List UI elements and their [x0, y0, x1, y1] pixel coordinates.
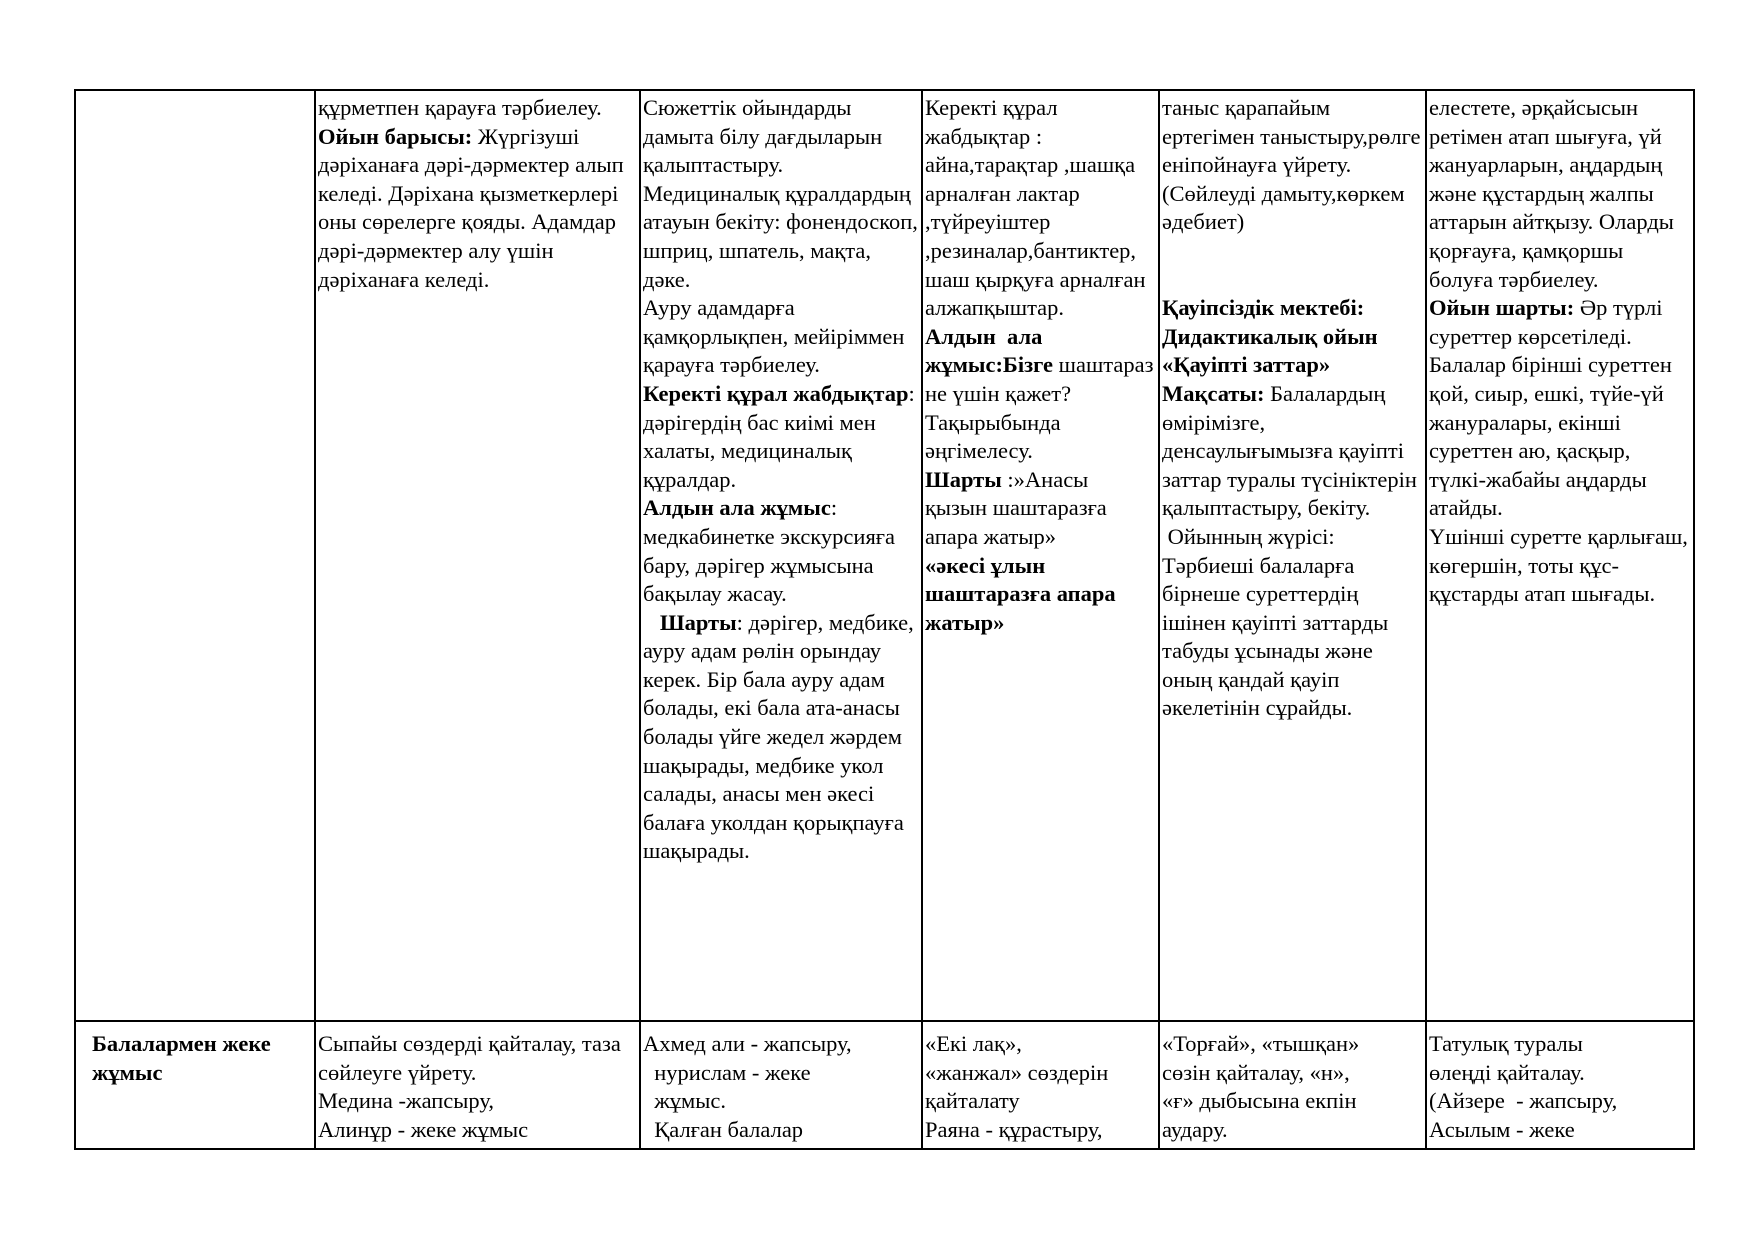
row2-col1-cell [315, 1021, 640, 1149]
row-header-individual-work [75, 1021, 315, 1149]
cell-paragraph [643, 294, 919, 380]
paragraph-text: Үшінші суретте қарлығаш, көгершін, тоты құс-құстарды атап шығады. [1429, 523, 1694, 607]
cell-paragraph [1429, 94, 1691, 294]
cell-line: Алинұр - жеке жұмыс [318, 1116, 529, 1142]
paragraph-text: : дәрігердің бас киімі мен халаты, медициналық құралдар. [643, 380, 921, 492]
paragraph-text: шаштараз не үшін қажет? Тақырыбында әңгімелесу. [925, 352, 1160, 464]
cell-line: нурислам - жеке [643, 1059, 811, 1085]
lesson-plan-table [74, 89, 1695, 1150]
cell-paragraph [1162, 294, 1423, 380]
paragraph-text: Балалардың өмірімізге, денсаулығымызға қауіпті заттар туралы түсініктерін қалыптастыру, бекіту. [1162, 380, 1423, 521]
paragraph-text: Керекті құрал жабдықтар : айна,тарақтар ,шашқа арналған лактар ,түйреуіштер ,резиналар,бантиктер, шаш қырқуға арналған алжапқыштар. [925, 95, 1152, 321]
cell-paragraph [643, 609, 919, 866]
cell-line: «Екі лақ», [925, 1031, 1022, 1056]
cell-line: Қалған балалар [643, 1116, 804, 1142]
row1-col5-cell [1426, 90, 1694, 1021]
cell-paragraph [925, 466, 1156, 552]
bold-label: Алдын ала жұмыс:Бізге [925, 323, 1054, 378]
paragraph-text: Медициналық құралдардың атауын бекіту: фонендоскоп, шприц, шпатель, мақта, дәке. [643, 180, 924, 292]
cell-line: Сыпайы сөздерді қайталау, таза сөйлеуге үйрету. [318, 1031, 627, 1085]
paragraph-text: Әр түрлі суреттер көрсетіледі. Балалар бірінші суреттен қой, сиыр, ешкі, түйе-үй жануралары, екінші суреттен аю, қасқыр, түлкі-жабайы аңдарды атайды. [1429, 295, 1678, 521]
row1-col3-cell [922, 90, 1159, 1021]
cell-line: жұмыс. [643, 1088, 727, 1114]
row2-col5-cell [1426, 1021, 1694, 1149]
cell-paragraph [318, 123, 637, 295]
bold-label: Шарты [643, 609, 737, 635]
cell-paragraph [925, 552, 1156, 638]
paragraph-text: : медкабинетке экскурсияға бару, дәрігер жұмысына бақылау жасау. [643, 495, 901, 607]
cell-paragraph [643, 494, 919, 608]
cell-line: аудару. [1162, 1116, 1228, 1142]
cell-paragraph [925, 323, 1160, 466]
bold-label: Алдын ала жұмыс [643, 495, 831, 521]
cell-paragraph [318, 94, 637, 123]
row2-col4-cell [1159, 1021, 1426, 1149]
cell-line: «ғ» дыбысына екпін [1162, 1088, 1357, 1114]
paragraph-text: Сюжеттік ойындарды дамыта білу дағдыларын қалыптастыру. [643, 95, 888, 178]
row-header-label: Балалармен жеке жұмыс [92, 1031, 271, 1085]
row2-col3-cell [922, 1021, 1159, 1149]
cell-line: «Торғай», «тышқан» [1162, 1031, 1360, 1056]
cell-line: қайталату [925, 1088, 1020, 1114]
paragraph-text: таныс қарапайым ертегімен таныстыру,рөлге енiпойнауға үйрету. (Сөйлеуді дамыту,көркем әдебиет) [1162, 95, 1427, 235]
cell-paragraph [1162, 266, 1423, 295]
cell-line: «жанжал» сөздерін [925, 1059, 1109, 1085]
cell-paragraph [925, 94, 1156, 323]
cell-line: (Айзере - жапсыру, [1429, 1088, 1618, 1114]
bold-label: Шарты [925, 466, 1002, 492]
bold-label: Қауіпсіздік мектебі: Дидактикалық ойын «Қауіпті заттар» [1162, 295, 1384, 378]
table-row [75, 90, 1694, 1021]
cell-line: Раяна - құрастыру, [925, 1116, 1103, 1142]
bold-label: Ойын шарты: [1429, 295, 1575, 321]
paragraph-text [1162, 267, 1168, 292]
bold-label: «әкесі ұлын шаштаразға апара жатыр» [925, 552, 1122, 635]
cell-paragraph [1429, 523, 1694, 609]
paragraph-text: құрметпен қарауға тәрбиелеу. [318, 95, 602, 120]
cell-paragraph [643, 380, 919, 494]
table-row [75, 1021, 1694, 1149]
row1-col1-cell [315, 90, 640, 1021]
paragraph-text: Жүргізуші дәріханаға дәрі-дәрмектер алып келеді. Дәріхана қызметкерлері оны сөрелерге қояды. Адамдар дәрі-дәрмектер алу үшін дәріханаға келеді. [318, 123, 630, 292]
cell-paragraph [1162, 523, 1423, 723]
paragraph-text: елестете, әрқайсысын ретімен атап шығуға, үй жануарларын, аңдардың және құстардың жалпы аттарын айтқызу. Оларды қорғауға, қамқоршы болуға тәрбиелеу. [1429, 95, 1680, 292]
cell-line: Татулық туралы [1429, 1031, 1583, 1056]
bold-label: Мақсаты: [1162, 380, 1265, 406]
paragraph-text: : дәрігер, медбике, ауру адам рөлін орындау керек. Бір бала ауру адам болады, екі бала ата-анасы болады үйге жедел жәрдем шақырады, медбике укол салады, анасы мен әкесі балаға уколдан қорықпауға шақырады. [643, 609, 920, 864]
cell-line: Асылым - жеке [1429, 1116, 1575, 1142]
row1-col2-cell [640, 90, 922, 1021]
cell-paragraph [1162, 380, 1423, 523]
paragraph-text: Ауру адамдарға қамқорлықпен, мейіріммен қарауға тәрбиелеу. [643, 295, 911, 378]
paragraph-text [1162, 238, 1168, 263]
cell-paragraph [643, 180, 924, 294]
bold-label: Керекті құрал жабдықтар [643, 380, 909, 406]
cell-paragraph [1162, 94, 1427, 237]
paragraph-text: Ойынның жүрісі: Тәрбиеші балаларға бірнеше суреттердің ішінен қауіпті заттарды табуды ұсынады және оның қандай қауіп әкелетінін сұрайды. [1162, 523, 1394, 721]
cell-line: Медина -жапсыру, [318, 1088, 494, 1114]
cell-paragraph [1162, 237, 1423, 266]
bold-label: Ойын барысы: [318, 123, 473, 149]
row2-col2-cell [640, 1021, 922, 1149]
cell-line: Ахмед али - жапсыру, [643, 1031, 852, 1056]
cell-line: өлеңді қайталау. [1429, 1059, 1585, 1085]
cell-paragraph [643, 94, 919, 180]
cell-paragraph [1429, 294, 1691, 523]
row1-col0-cell [75, 90, 315, 1021]
row1-col4-cell [1159, 90, 1426, 1021]
paragraph-text: :»Анасы қызын шаштаразға апара жатыр» [925, 466, 1113, 549]
cell-line: сөзін қайталау, «н», [1162, 1059, 1350, 1085]
